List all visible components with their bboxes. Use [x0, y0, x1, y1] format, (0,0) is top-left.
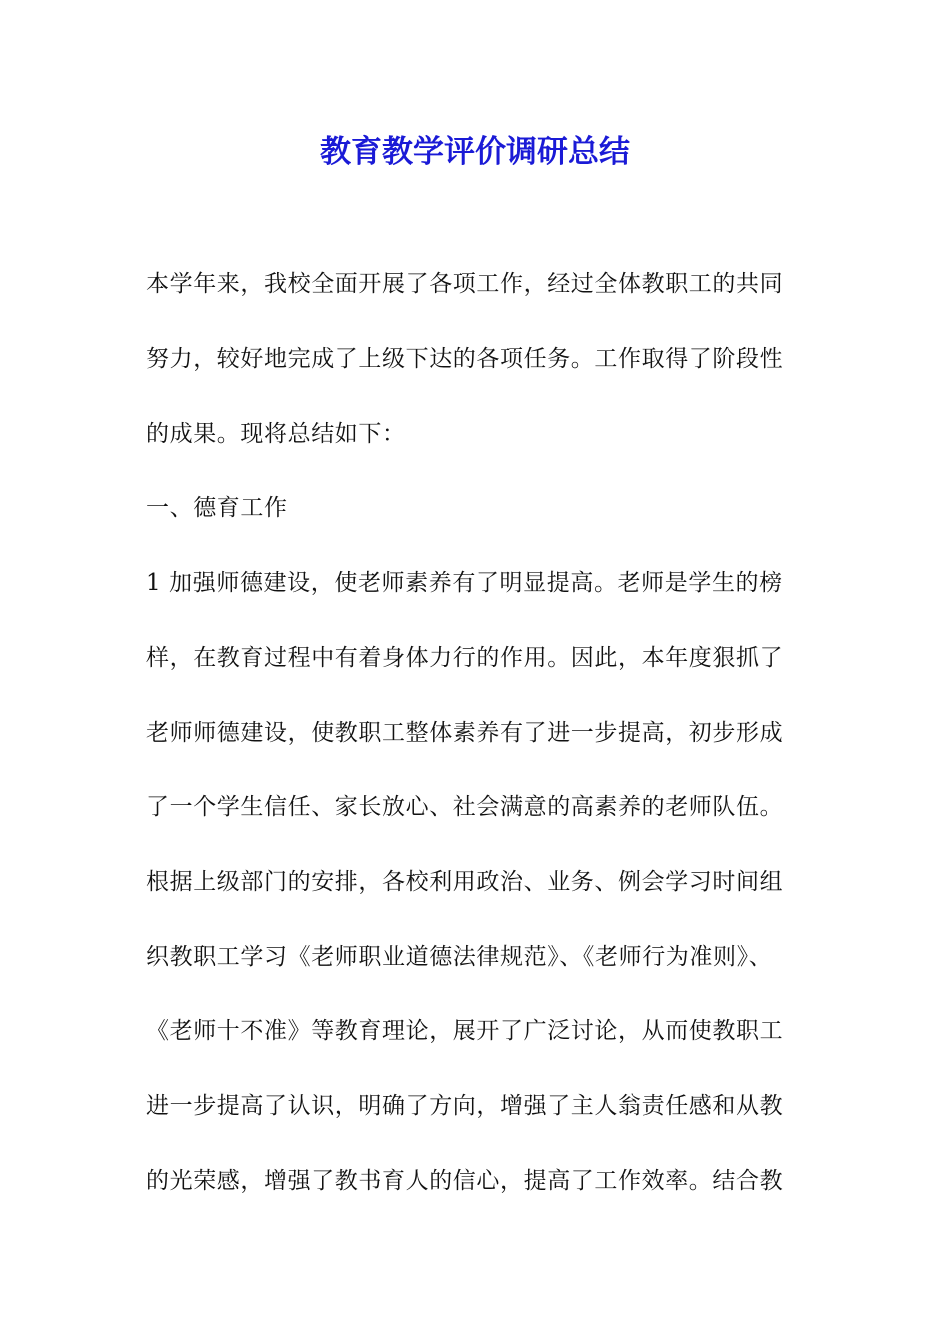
- paragraph-line: 的成果。现将总结如下：: [146, 421, 406, 447]
- paragraph-line: 的光荣感，增强了教书育人的信心，提高了工作效率。结合教: [146, 1168, 784, 1194]
- paragraph-line: 本学年来，我校全面开展了各项工作，经过全体教职工的共同: [146, 271, 784, 297]
- document-title: 教育教学评价调研总结: [320, 134, 630, 170]
- paragraph-line: 努力，较好地完成了上级下达的各项任务。工作取得了阶段性: [146, 346, 784, 372]
- paragraph-line: 《老师十不准》等教育理论，展开了广泛讨论，从而使教职工: [146, 1018, 784, 1044]
- section-heading: 一、德育工作: [146, 495, 288, 521]
- paragraph-line: 进一步提高了认识，明确了方向，增强了主人翁责任感和从教: [146, 1093, 784, 1119]
- paragraph-line: 老师师德建设，使教职工整体素养有了进一步提高，初步形成: [146, 720, 784, 746]
- paragraph-line: 织教职工学习《老师职业道德法律规范》、《老师行为准则》、: [146, 944, 773, 970]
- paragraph-line: 根据上级部门的安排，各校利用政治、业务、例会学习时间组: [146, 869, 784, 895]
- paragraph-line: 了一个学生信任、家长放心、社会满意的高素养的老师队伍。: [146, 794, 784, 820]
- paragraph-line: 1 加强师德建设，使老师素养有了明显提高。老师是学生的榜: [146, 570, 783, 596]
- paragraph-line: 样，在教育过程中有着身体力行的作用。因此，本年度狠抓了: [146, 645, 784, 671]
